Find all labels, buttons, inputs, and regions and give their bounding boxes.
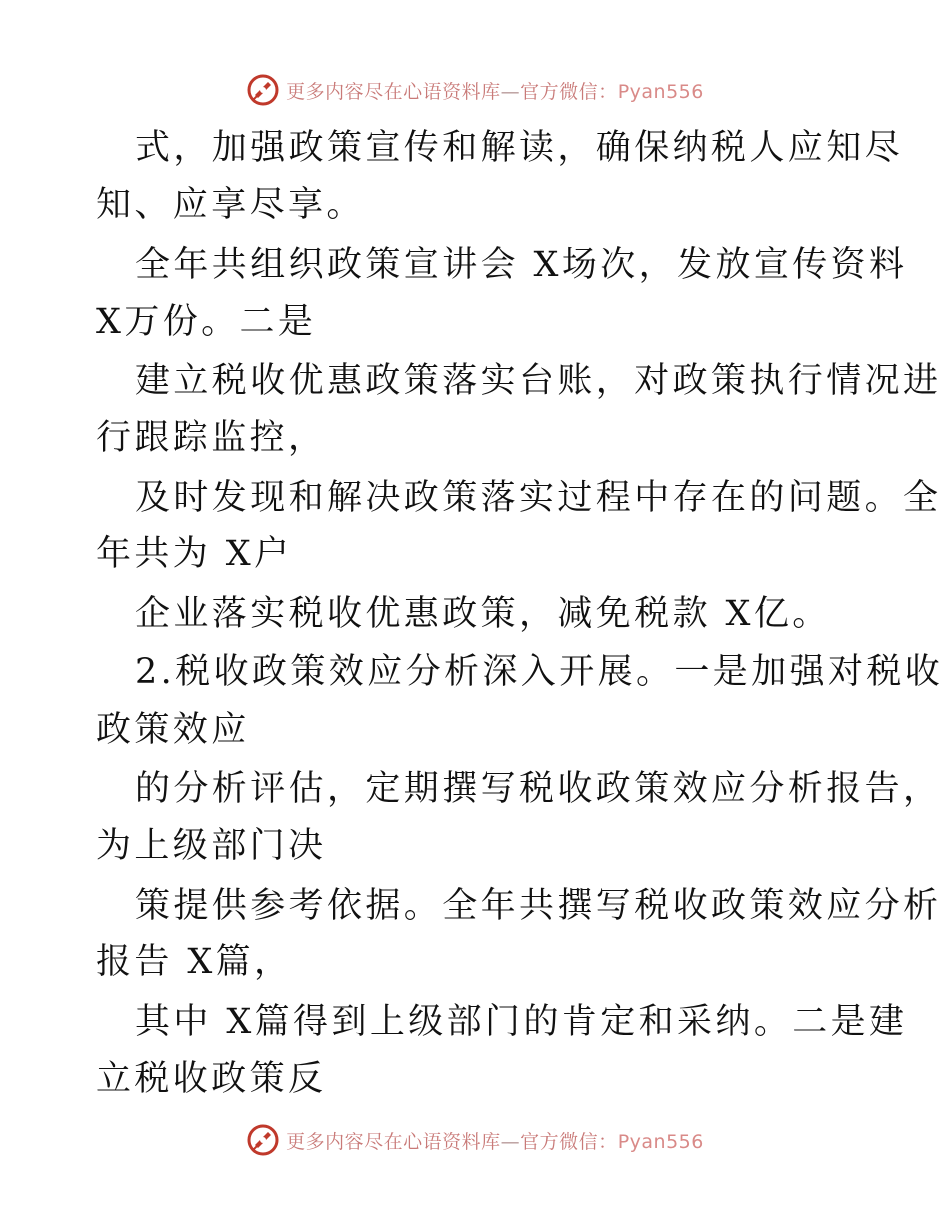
text-line: 立税收政策反 (96, 1059, 327, 1099)
watermark-separator: — (500, 1130, 521, 1153)
watermark-id: Pyan556 (617, 1130, 704, 1153)
text-line: 年共为 X户 (96, 534, 293, 574)
text-line: 式，加强政策宣传和解读，确保纳税人应知尽 (135, 128, 904, 168)
watermark-text (286, 77, 704, 104)
watermark-text (286, 1127, 704, 1154)
text-line: 及时发现和解决政策落实过程中存在的问题。全 (135, 478, 942, 518)
brand-logo-icon (246, 73, 280, 107)
watermark-id: Pyan556 (617, 80, 704, 103)
text-line: 知、应享尽享。 (96, 185, 365, 225)
watermark-contact: 官方微信： (520, 80, 618, 103)
text-line: 全年共组织政策宣讲会 X场次，发放宣传资料 (135, 245, 908, 285)
header-watermark (0, 70, 950, 110)
text-line: 报告 X篇， (96, 942, 293, 982)
text-line: 企业落实税收优惠政策，减免税款 X亿。 (135, 594, 831, 634)
brand-logo-icon (246, 1123, 280, 1157)
text-line: X万份。二是 (96, 302, 317, 342)
text-line: 2.税收政策效应分析深入开展。一是加强对税收 (135, 652, 944, 692)
text-line: 其中 X篇得到上级部门的肯定和采纳。二是建 (135, 1002, 908, 1042)
watermark-separator: — (500, 80, 521, 103)
text-line: 策提供参考依据。全年共撰写税收政策效应分析 (135, 886, 942, 926)
text-line: 为上级部门决 (96, 826, 327, 866)
text-line: 的分析评估，定期撰写税收政策效应分析报告， (135, 769, 942, 809)
footer-watermark (0, 1120, 950, 1160)
watermark-brand: 更多内容尽在心语资料库 (286, 1130, 501, 1153)
watermark-brand: 更多内容尽在心语资料库 (286, 80, 501, 103)
text-line: 政策效应 (96, 710, 250, 750)
text-line: 建立税收优惠政策落实台账，对政策执行情况进 (135, 361, 942, 401)
watermark-contact: 官方微信： (520, 1130, 618, 1153)
text-line: 行跟踪监控， (96, 418, 327, 458)
